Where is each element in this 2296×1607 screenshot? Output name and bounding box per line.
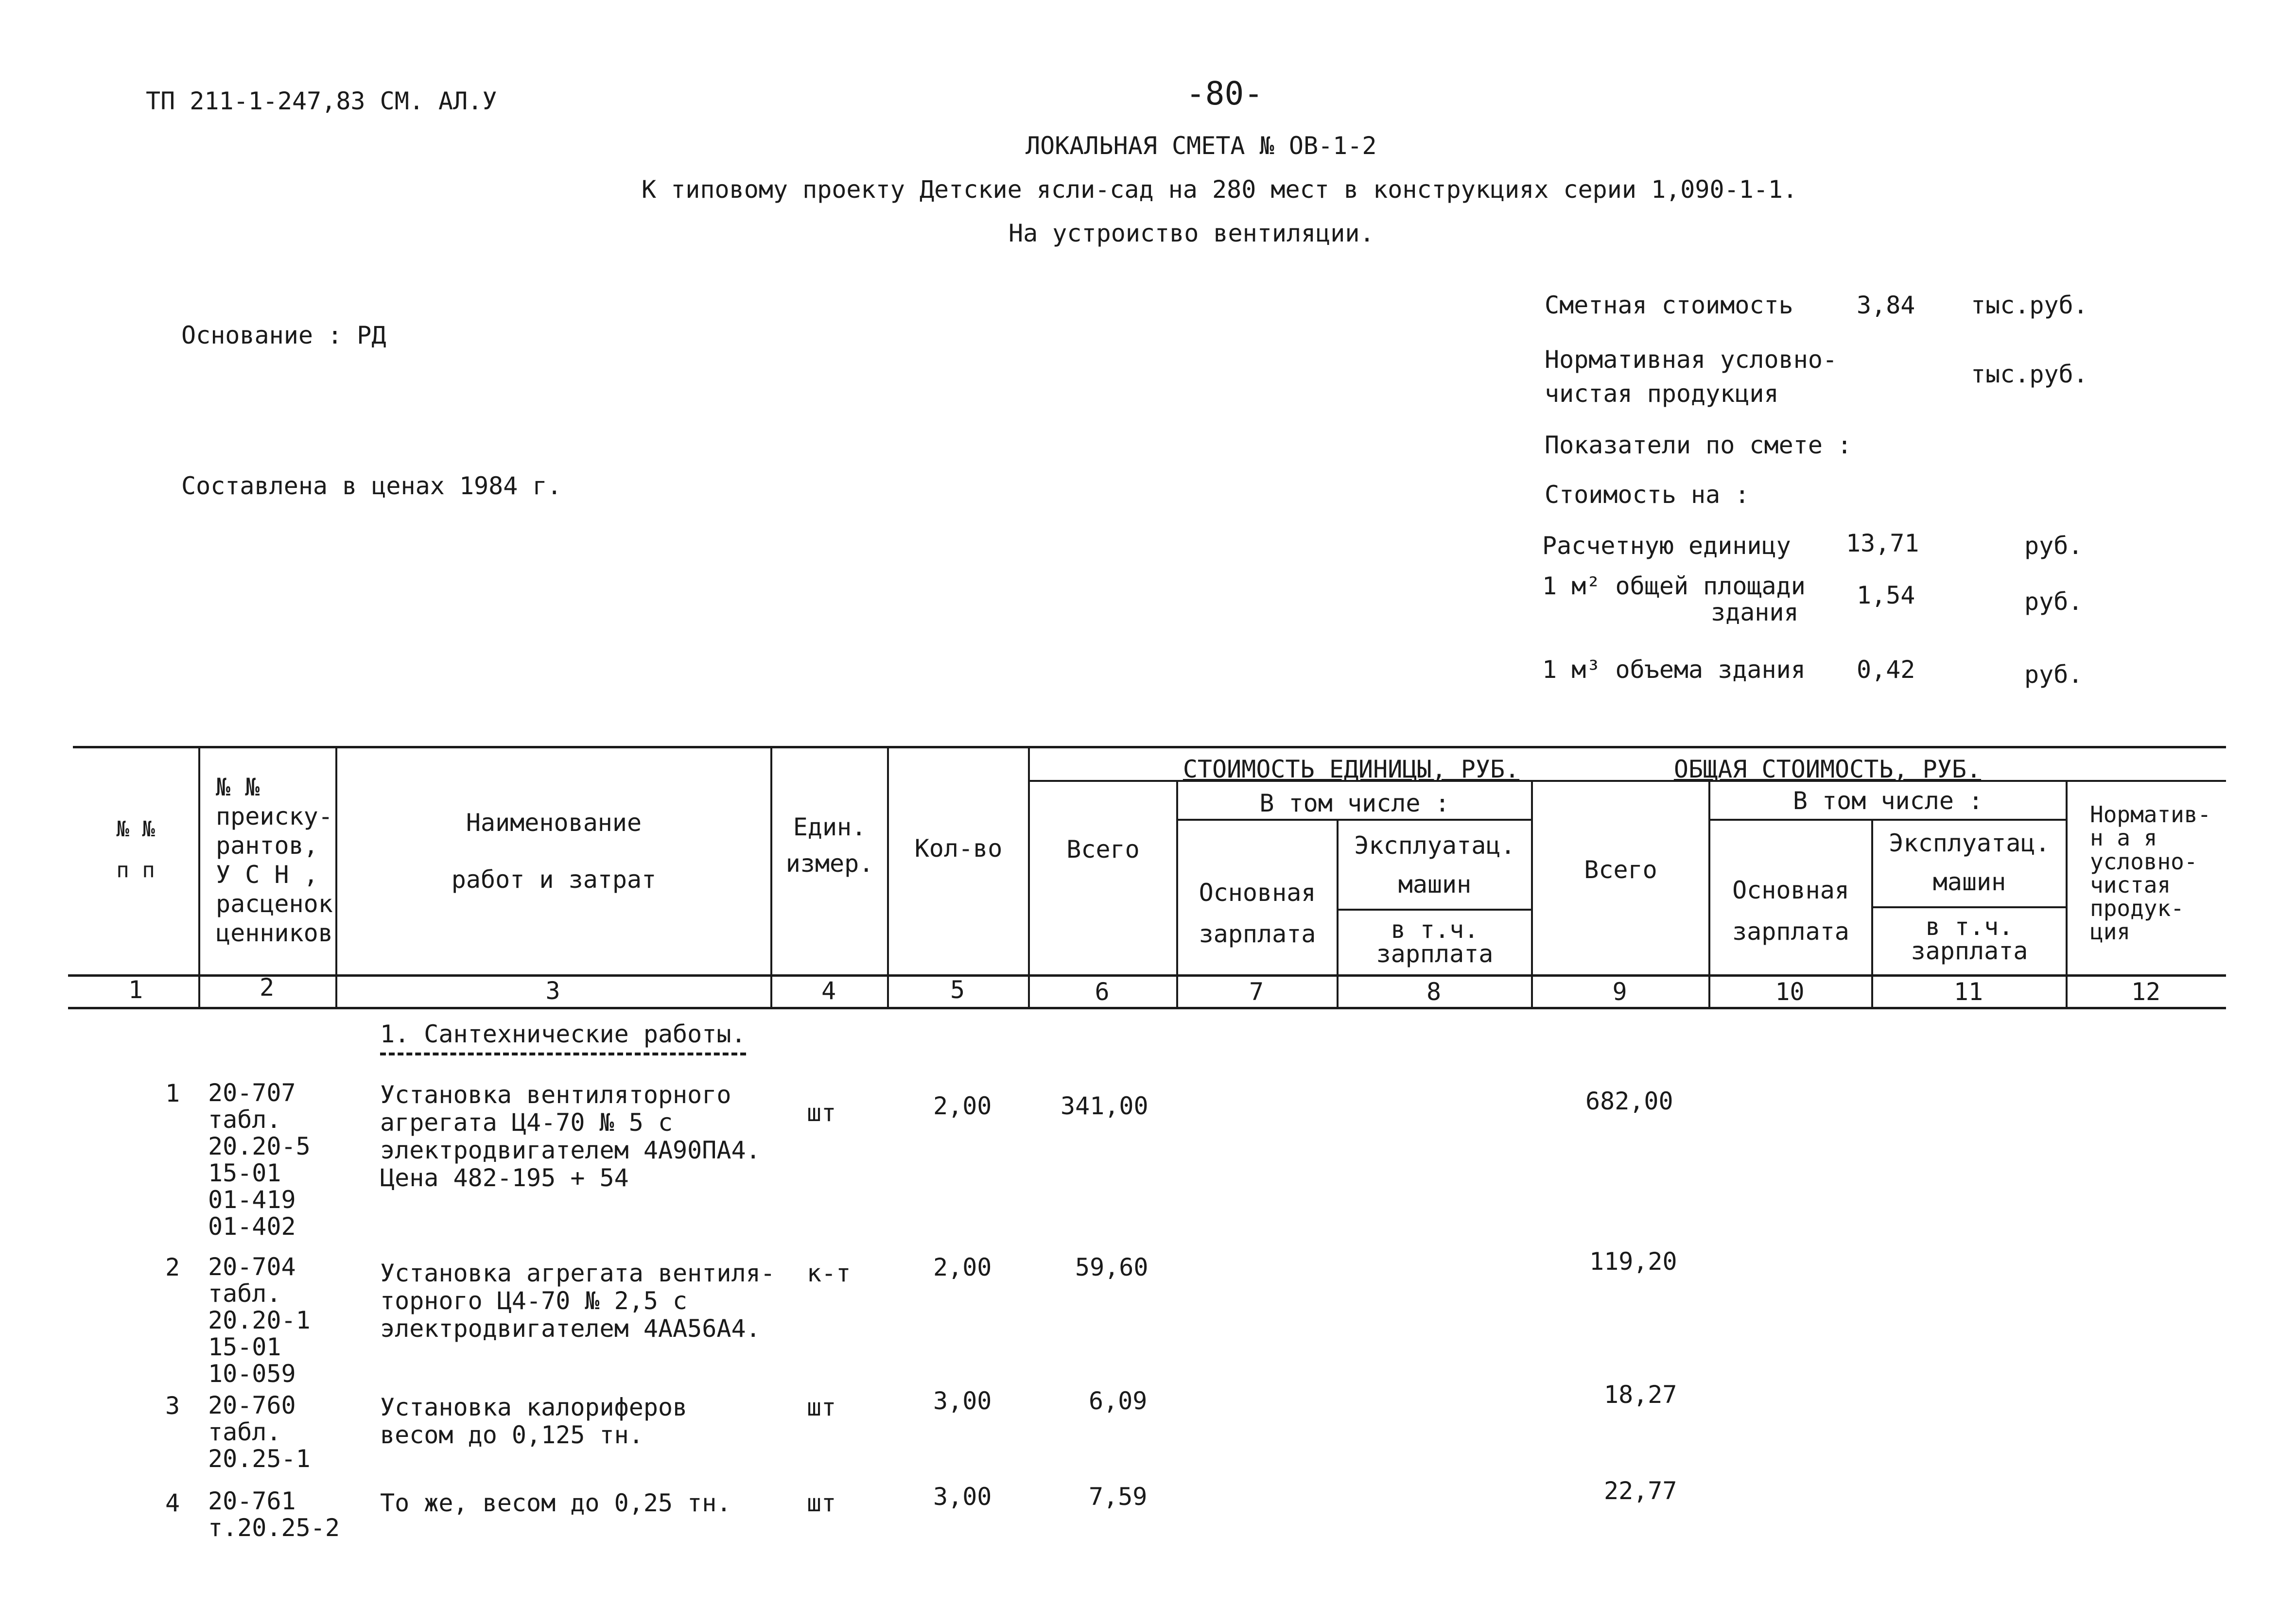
row-unit-total: 341,00 xyxy=(1061,1092,1148,1120)
row-number: 4 xyxy=(165,1489,180,1517)
header-total-machine: Эксплуатац. машин xyxy=(1889,829,2050,896)
row-quantity: 2,00 xyxy=(933,1092,992,1120)
area-cost-value: 1,54 xyxy=(1857,581,1915,609)
row-unit: к-т xyxy=(807,1259,851,1287)
column-number: 5 xyxy=(950,976,965,1004)
row-unit-total: 6,09 xyxy=(1089,1387,1148,1415)
column-number: 1 xyxy=(128,976,143,1004)
header-quantity: Кол-во xyxy=(914,834,1003,863)
document-purpose: На устроиство вентиляции. xyxy=(1009,219,1374,247)
row-name: Установка агрегата вентиля- торного Ц4-70 № 2,5 с электродвигателем 4АА56А4. xyxy=(380,1259,775,1343)
column-number: 3 xyxy=(545,977,560,1005)
row-quantity: 3,00 xyxy=(933,1483,992,1511)
header-name-line2: работ и затрат xyxy=(451,865,657,894)
header-unit-including: В том числе : xyxy=(1259,789,1450,817)
column-number: 9 xyxy=(1612,978,1627,1006)
header-unit-cost-group: СТОИМОСТЬ ЕДИНИЦЫ, РУБ. xyxy=(1183,755,1520,783)
document-code: ТП 211-1-247,83 СМ. АЛ.У xyxy=(146,87,497,115)
column-number: 2 xyxy=(259,973,275,1002)
row-unit: шт xyxy=(807,1489,836,1517)
header-name-line1: Наименование xyxy=(466,809,642,837)
row-number: 3 xyxy=(165,1392,180,1420)
column-number: 4 xyxy=(821,977,836,1005)
row-code: 20-760 табл. 20.25-1 xyxy=(208,1391,311,1473)
row-total: 119,20 xyxy=(1589,1247,1677,1276)
header-total-cost-group: ОБЩАЯ СТОИМОСТЬ, РУБ. xyxy=(1673,755,1982,783)
column-number: 6 xyxy=(1095,978,1110,1006)
header-unit: Един. измер. xyxy=(785,813,874,878)
header-normative-product: Норматив- н а я условно- чистая продук- ция xyxy=(2090,801,2211,945)
basis-text: Основание : РД xyxy=(181,321,386,349)
row-quantity: 3,00 xyxy=(933,1387,992,1415)
row-name: Установка вентиляторного агрегата Ц4-70 № 5 с электродвигателем 4А90ПА4. Цена 482-195 + 54 xyxy=(380,1081,761,1192)
row-code: 20-704 табл. 20.20-1 15-01 10-059 xyxy=(208,1253,311,1388)
document-title: ЛОКАЛЬНАЯ СМЕТА № ОВ-1-2 xyxy=(1026,132,1377,160)
row-total: 18,27 xyxy=(1604,1381,1677,1409)
row-quantity: 2,00 xyxy=(933,1253,992,1281)
row-unit-total: 59,60 xyxy=(1075,1253,1148,1281)
header-unit-base-salary: Основная зарплата xyxy=(1199,879,1316,948)
header-row-number: № № п п xyxy=(116,817,155,882)
row-number: 1 xyxy=(165,1079,180,1107)
unit-cost-value: 13,71 xyxy=(1846,529,1919,557)
column-number: 7 xyxy=(1249,978,1264,1006)
row-unit: шт xyxy=(807,1099,836,1127)
volume-cost-unit: руб. xyxy=(2024,660,2083,689)
volume-cost-label: 1 м³ объема здания xyxy=(1542,656,1806,684)
header-unit-machine: Эксплуатац. машин xyxy=(1354,831,1515,899)
section-title: 1. Сантехнические работы. xyxy=(380,1020,746,1055)
prices-year-text: Составлена в ценах 1984 г. xyxy=(181,472,562,500)
header-total-incl-salary: в т.ч. зарплата xyxy=(1911,913,2028,965)
row-code: 20-761 т.20.25-2 xyxy=(208,1487,340,1542)
area-cost-unit: руб. xyxy=(2024,588,2083,616)
header-pricelist-code: № № преиску- рантов, У С Н , расценок ценников xyxy=(216,773,333,947)
header-total-all: Всего xyxy=(1584,856,1657,884)
area-cost-label-2: здания xyxy=(1711,598,1799,626)
cost-per-label: Стоимость на : xyxy=(1545,481,1750,509)
unit-cost-label: Расчетную единицу xyxy=(1542,532,1791,560)
unit-cost-unit: руб. xyxy=(2024,532,2083,560)
normative-label-1: Нормативная условно- xyxy=(1545,346,1838,374)
indicators-label: Показатели по смете : xyxy=(1545,431,1852,459)
row-code: 20-707 табл. 20.20-5 15-01 01-419 01-402 xyxy=(208,1079,311,1241)
row-total: 682,00 xyxy=(1585,1087,1673,1115)
row-name: Установка калориферов весом до 0,125 тн. xyxy=(380,1393,688,1449)
page-number: -80- xyxy=(1186,75,1263,112)
normative-label-2: чистая продукция xyxy=(1545,380,1779,408)
estimated-cost-label: Сметная стоимость xyxy=(1545,291,1793,319)
row-unit-total: 7,59 xyxy=(1089,1483,1148,1511)
column-number: 10 xyxy=(1775,978,1805,1006)
header-total-including: В том числе : xyxy=(1792,787,1983,815)
volume-cost-value: 0,42 xyxy=(1857,656,1915,684)
column-number: 8 xyxy=(1426,978,1442,1006)
estimated-cost-value: 3,84 xyxy=(1857,291,1915,319)
area-cost-label-1: 1 м² общей площади xyxy=(1542,572,1806,600)
header-unit-total: Всего xyxy=(1066,835,1140,864)
row-total: 22,77 xyxy=(1604,1477,1677,1505)
row-name: То же, весом до 0,25 тн. xyxy=(380,1489,731,1517)
row-unit: шт xyxy=(807,1393,836,1421)
normative-unit: тыс.руб. xyxy=(1971,360,2088,388)
header-unit-incl-salary: в т.ч. зарплата xyxy=(1376,916,1494,968)
row-number: 2 xyxy=(165,1253,180,1281)
column-number: 11 xyxy=(1953,978,1983,1006)
header-total-base-salary: Основная зарплата xyxy=(1732,876,1849,946)
column-number: 12 xyxy=(2131,978,2161,1006)
estimated-cost-unit: тыс.руб. xyxy=(1971,291,2088,319)
document-subtitle: К типовому проекту Детские ясли-сад на 280 мест в конструкциях серии 1,090-1-1. xyxy=(642,175,1798,204)
